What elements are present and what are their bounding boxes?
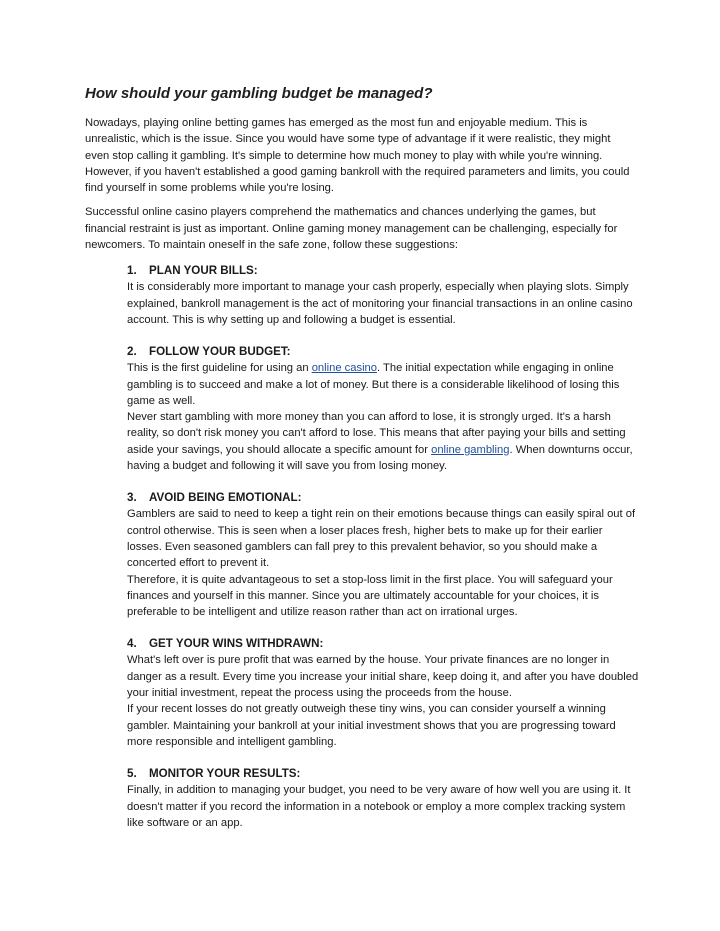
list-item-number: 4.	[127, 637, 137, 651]
list-item-paragraph: It is considerably more important to manage your cash properly, especially when playing slots. Simply explained, bankroll management is the act of monitoring your financial transactions in an online casino account. This is why setting up and following a budget is essential.	[127, 281, 633, 326]
list-item-heading	[127, 263, 639, 279]
list-item-title: AVOID BEING EMOTIONAL:	[149, 491, 302, 505]
list-item-paragraph: Gamblers are said to need to keep a tight rein on their emotions because things can easily spiral out of control otherwise. This is seen when a loser places fresh, higher bets to make up for their earlier losses. Even seasoned gamblers can fall prey to this prevalent behavior, so you should make a concerted effort to prevent it.	[127, 508, 636, 570]
text-run: . The initial expectation while engaging in online gambling is to succeed and make a lot of money. But there is a considerable likelihood of losing this game as well.	[127, 362, 620, 407]
text-run: This is the first guideline for using an	[127, 362, 312, 375]
list-item-paragraph: Finally, in addition to managing your budget, you need to be very aware of how well you are using it. It doesn't matter if you record the information in a notebook or employ a more complex tracking system like software or an app.	[127, 784, 631, 829]
list-item-paragraph	[127, 360, 639, 409]
list-item-heading	[127, 344, 639, 360]
intro-paragraph-1: Nowadays, playing online betting games has emerged as the most fun and enjoyable medium. This is unrealistic, which is the issue. Since you would have some type of advantage if it were realistic, they might even stop calling it gambling. It's simple to determine how much money to play with while you're winning. However, if you haven't established a good gaming bankroll with the required parameters and limits, you could find yourself in some problems while you're losing.	[85, 117, 630, 195]
list-item	[127, 263, 639, 328]
tips-list	[127, 263, 639, 831]
text-run: Never start gambling with more money than you can afford to lose, it is strongly urged. It's a harsh reality, so don't risk money you can't afford to lose. This means that after paying your bills and setting aside your savings, you should allocate a specific amount for	[127, 411, 626, 456]
online-casino-link[interactable]: online casino	[311, 362, 377, 375]
list-item-title: PLAN YOUR BILLS:	[149, 264, 258, 278]
list-item-title: MONITOR YOUR RESULTS:	[149, 767, 301, 781]
list-item	[127, 766, 639, 831]
list-item-paragraph: Therefore, it is quite advantageous to set a stop-loss limit in the first place. You will safeguard your finances and yourself in this manner. Since you are ultimately accountable for your choices, it is preferable to be intelligent and utilize reason rather than act on irrational urges.	[127, 573, 613, 619]
list-item-number: 2.	[127, 345, 137, 359]
list-item-heading	[127, 490, 639, 506]
list-item-title: FOLLOW YOUR BUDGET:	[149, 345, 291, 359]
document-body	[85, 84, 637, 847]
list-item	[127, 636, 639, 750]
intro-paragraph-2: Successful online casino players comprehend the mathematics and chances underlying the games, but financial restraint is just as important. Online gaming money management can be challenging, especially for newcomers. To maintain oneself in the safe zone, follow these suggestions:	[85, 206, 618, 252]
list-item-paragraph: What's left over is pure profit that was earned by the house. Your private finances are no longer in danger as a result. Every time you increase your initial share, keep doing it, and after you have doubled your initial investment, repeat the process using the proceeds from the house.	[127, 654, 639, 700]
list-item-heading	[127, 766, 639, 782]
page-title: How should your gambling budget be managed?	[85, 85, 433, 102]
list-item-paragraph	[127, 409, 639, 474]
list-item-number: 5.	[127, 767, 137, 781]
text-run: . When downturns occur, having a budget and following it will save you from losing money.	[127, 443, 633, 473]
list-item	[127, 344, 639, 474]
list-item-heading	[127, 636, 639, 652]
list-item-title: GET YOUR WINS WITHDRAWN:	[149, 637, 324, 651]
list-item-paragraph: If your recent losses do not greatly outweigh these tiny wins, you can consider yourself a winning gambler. Maintaining your bankroll at your initial investment shows that you are progressing toward more responsible and intelligent gambling.	[127, 703, 616, 748]
list-item	[127, 490, 639, 620]
online-gambling-link[interactable]: online gambling	[431, 443, 510, 456]
list-item-number: 1.	[127, 264, 137, 278]
list-item-number: 3.	[127, 491, 137, 505]
